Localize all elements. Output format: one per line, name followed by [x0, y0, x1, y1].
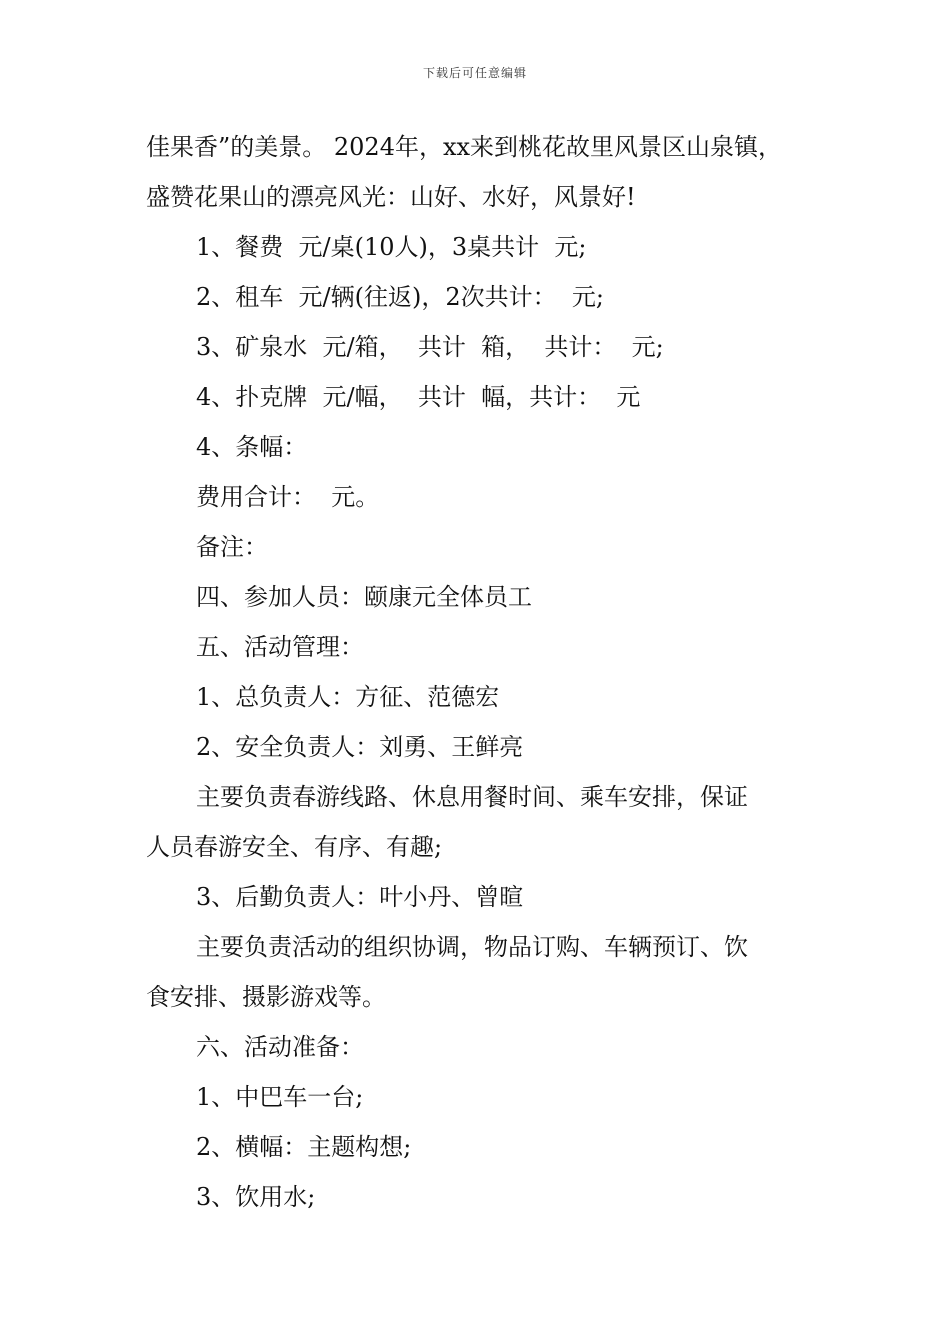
text-line: 1、总负责人：方征、范德宏 [196, 683, 500, 711]
text-line: 盛赞花果山的漂亮风光：山好、水好，风景好! [146, 183, 636, 211]
text-line: 4、扑克牌 元/幅， 共计 幅，共计： 元 [196, 383, 641, 411]
section-heading: 六、活动准备： [196, 1033, 364, 1061]
text-line: 3、后勤负责人：叶小丹、曾暄 [196, 883, 524, 911]
text-line: 人员春游安全、有序、有趣; [146, 833, 443, 861]
text-line: 3、矿泉水 元/箱， 共计 箱， 共计： 元; [196, 333, 664, 361]
text-line: 费用合计： 元。 [196, 483, 380, 511]
section-heading: 五、活动管理： [196, 633, 364, 661]
text-line: 佳果香”的美景。 2024年，xx来到桃花故里风景区山泉镇， [146, 133, 783, 161]
text-line: 3、饮用水; [196, 1183, 316, 1211]
document-body [146, 122, 826, 1222]
text-line: 4、条幅： [196, 433, 308, 461]
text-line: 2、安全负责人：刘勇、王鲜亮 [196, 733, 524, 761]
text-line: 2、横幅：主题构想; [196, 1133, 412, 1161]
text-line: 备注： [196, 533, 268, 561]
text-line: 主要负责活动的组织协调，物品订购、车辆预订、饮 [196, 933, 748, 961]
page-header: 下载后可任意编辑 [422, 66, 527, 80]
text-line: 食安排、摄影游戏等。 [146, 983, 386, 1011]
text-line: 主要负责春游线路、休息用餐时间、乘车安排，保证 [196, 783, 748, 811]
text-line: 1、中巴车一台; [196, 1083, 364, 1111]
text-line: 1、餐费 元/桌(10人)，3桌共计 元; [196, 233, 587, 261]
section-heading: 四、参加人员：颐康元全体员工 [196, 583, 532, 611]
text-line: 2、租车 元/辆(往返)，2次共计： 元; [196, 283, 604, 311]
